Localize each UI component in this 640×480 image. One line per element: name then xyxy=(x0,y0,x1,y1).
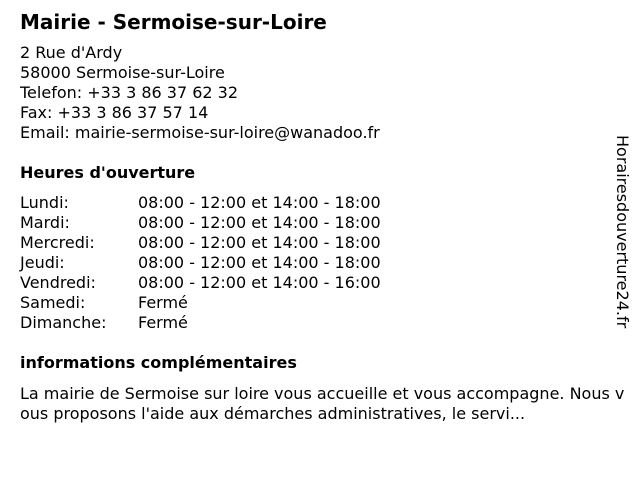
fax-number: Fax: +33 3 86 37 57 14 xyxy=(20,103,209,122)
info-heading: informations complémentaires xyxy=(20,353,297,372)
time-value: Fermé xyxy=(138,313,188,332)
time-value: Fermé xyxy=(138,293,188,312)
address-block xyxy=(20,43,380,143)
phone-number: Telefon: +33 3 86 37 62 32 xyxy=(20,83,239,102)
page-title: Mairie - Sermoise-sur-Loire xyxy=(20,10,327,34)
time-value: 08:00 - 12:00 et 14:00 - 16:00 xyxy=(138,273,381,292)
time-value: 08:00 - 12:00 et 14:00 - 18:00 xyxy=(138,193,381,212)
day-label: Mercredi: xyxy=(20,233,95,252)
time-value: 08:00 - 12:00 et 14:00 - 18:00 xyxy=(138,233,381,252)
day-label: Samedi: xyxy=(20,293,86,312)
day-label: Vendredi: xyxy=(20,273,96,292)
city-address: 58000 Sermoise-sur-Loire xyxy=(20,63,225,82)
hours-heading: Heures d'ouverture xyxy=(20,163,196,182)
time-value: 08:00 - 12:00 et 14:00 - 18:00 xyxy=(138,253,381,272)
email-address: Email: mairie-sermoise-sur-loire@wanadoo.fr xyxy=(20,123,380,142)
day-label: Jeudi: xyxy=(20,253,65,272)
site-watermark: Horairesdouverture24.fr xyxy=(613,135,632,329)
info-description: La mairie de Sermoise sur loire vous accueille et vous accompagne. Nous vous proposons l'aide aux démarches administratives, le servi... xyxy=(20,384,625,423)
day-label: Mardi: xyxy=(20,213,70,232)
street-address: 2 Rue d'Ardy xyxy=(20,43,123,62)
day-label: Dimanche: xyxy=(20,313,107,332)
time-value: 08:00 - 12:00 et 14:00 - 18:00 xyxy=(138,213,381,232)
day-label: Lundi: xyxy=(20,193,69,212)
